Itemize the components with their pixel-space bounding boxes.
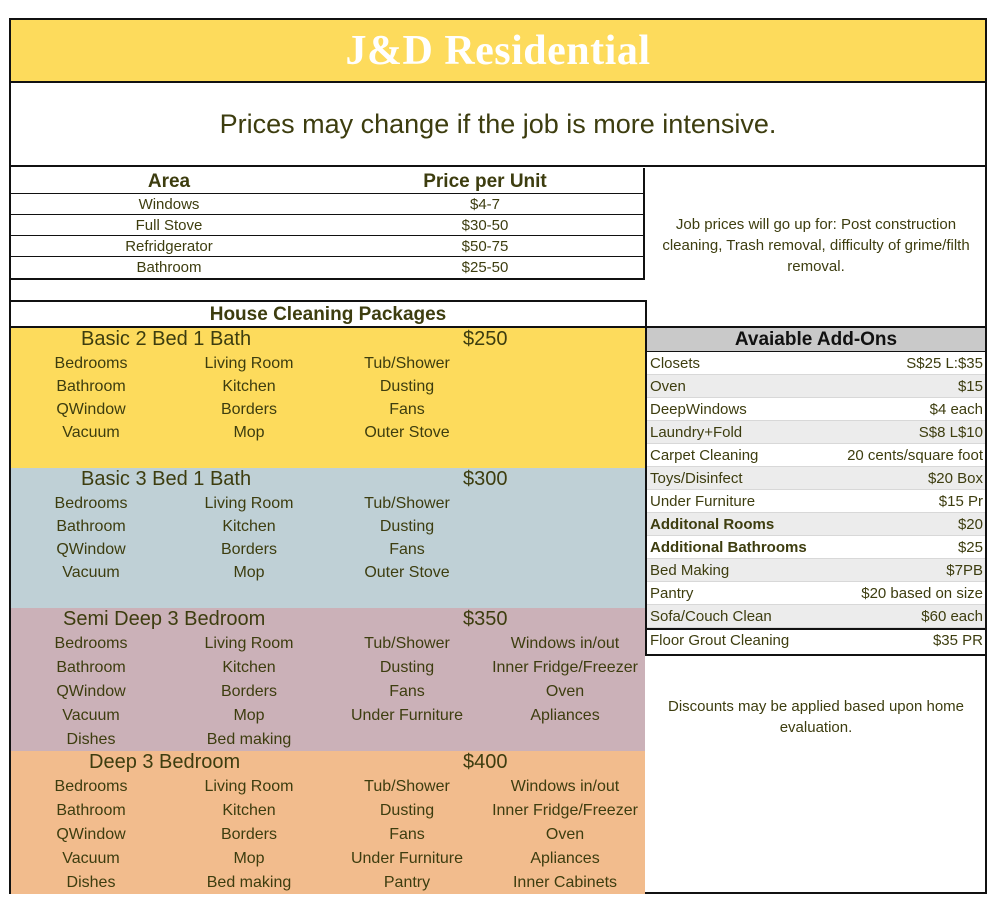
table-row [11,257,643,278]
price-cell: $50-75 [461,238,509,255]
title-band [11,20,985,83]
addon-price: $15 [957,378,983,395]
package-item: Under Furniture [350,707,464,724]
addon-price: $60 each [921,608,983,625]
package-item: QWindow [56,401,126,418]
package-item: Living Room [204,355,294,372]
addon-name: Laundry+Fold [650,424,743,441]
package-item: Inner Cabinets [512,874,618,891]
addon-name: Additional Bathrooms [650,539,807,556]
job-price-note: Job prices will go up for: Post construction cleaning, Trash removal, difficulty of grime/filth removal. [662,216,970,275]
addon-price: $35 PR [932,632,983,649]
table-row [11,194,643,215]
package-item: Vacuum [62,707,120,724]
addon-price: $15 Pr [938,493,983,510]
package-item: Dishes [66,731,116,748]
package-item: Borders [220,683,278,700]
package-basic-3-bed [11,468,645,608]
package-item: Mop [233,424,265,441]
package-item: Inner Fridge/Freezer [492,802,638,819]
package-item: Kitchen [222,802,276,819]
package-item: Kitchen [222,518,276,535]
package-item: Mop [233,850,265,867]
package-item: Vacuum [62,564,120,581]
package-item: Vacuum [62,424,120,441]
package-title: Basic 2 Bed 1 Bath [81,328,252,350]
package-semi-deep [11,608,645,751]
area-price-table [11,168,645,280]
package-item: Bathroom [56,802,126,819]
package-item: Borders [220,826,278,843]
package-item: Bed making [206,874,292,891]
package-item: Dishes [66,874,116,891]
addon-name: Under Furniture [650,493,756,510]
package-item: Bathroom [56,378,126,395]
addon-name: Floor Grout Cleaning [650,632,790,649]
addons-table [645,326,985,656]
addon-row [647,559,985,582]
package-item: Pantry [383,874,431,891]
package-item: Kitchen [222,378,276,395]
package-item: Bathroom [56,518,126,535]
addons-header: Avaiable Add-Ons [647,328,985,352]
addon-row [647,628,985,650]
package-item: Outer Stove [364,424,450,441]
area-cell: Refridgerator [125,238,213,255]
addon-price: $20 [957,516,983,533]
package-item: Oven [545,826,585,843]
package-item: Kitchen [222,659,276,676]
addon-name: DeepWindows [650,401,747,418]
package-item: Inner Fridge/Freezer [492,659,638,676]
addon-name: Sofa/Couch Clean [650,608,772,625]
price-cell: $4-7 [469,196,501,213]
package-basic-2-bed [11,328,645,468]
company-title: J&D Residential [345,27,651,74]
package-item: QWindow [56,826,126,843]
price-header: Price per Unit [423,171,547,192]
package-item: Bedrooms [54,635,128,652]
area-cell: Windows [138,196,200,213]
package-title: Basic 3 Bed 1 Bath [81,468,252,490]
package-item: QWindow [56,541,126,558]
addon-price: S$25 L:$35 [906,355,983,372]
table-row [11,215,643,236]
package-item: Windows in/out [510,635,620,652]
package-item: Dusting [379,802,435,819]
package-item: Tub/Shower [364,778,450,795]
addon-row [647,605,985,628]
package-item: Vacuum [62,850,120,867]
addon-price: $20 Box [927,470,983,487]
package-price: $400 [463,751,508,773]
package-item: Outer Stove [364,564,450,581]
addon-name: Pantry [650,585,694,602]
price-cell: $30-50 [461,217,509,234]
package-item: Dusting [379,659,435,676]
package-item: Under Furniture [350,850,464,867]
package-item: Borders [220,541,278,558]
addon-row [647,536,985,559]
addon-row [647,398,985,421]
package-item: Bed making [206,731,292,748]
price-notice: Prices may change if the job is more intensive. [11,83,985,167]
price-sheet [9,18,987,894]
package-item: Mop [233,564,265,581]
package-item: Fans [389,541,425,558]
package-price: $350 [463,608,508,630]
package-item: Apliances [530,707,600,724]
addon-row [647,444,985,467]
addon-price: $4 each [929,401,983,418]
area-cell: Full Stove [135,217,203,234]
package-item: Dusting [379,518,435,535]
package-item: Bedrooms [54,778,128,795]
package-item: Bedrooms [54,495,128,512]
package-item: QWindow [56,683,126,700]
addon-name: Additonal Rooms [650,516,775,533]
addons-list [647,352,985,628]
addon-name: Toys/Disinfect [650,470,743,487]
package-price: $250 [463,328,508,350]
addon-row [647,375,985,398]
addon-price: $25 [957,539,983,556]
addon-price: $20 based on size [861,585,983,602]
price-cell: $25-50 [461,259,509,276]
addon-name: Closets [650,355,701,372]
addon-price: $7PB [946,562,983,579]
addon-price: 20 cents/square foot [847,447,983,464]
addon-row [647,421,985,444]
package-item: Tub/Shower [364,355,450,372]
addon-price: S$8 L$10 [918,424,983,441]
area-cell: Bathroom [136,259,202,276]
package-item: Tub/Shower [364,635,450,652]
package-item: Tub/Shower [364,495,450,512]
packages-header: House Cleaning Packages [11,300,647,328]
area-header: Area [147,171,191,192]
package-item: Windows in/out [510,778,620,795]
package-title: Deep 3 Bedroom [89,751,241,773]
addon-name: Carpet Cleaning [650,447,759,464]
discount-note: Discounts may be applied based upon home evaluation. [667,698,965,736]
addon-row [647,467,985,490]
package-deep [11,751,645,894]
addon-row [647,352,985,375]
package-item: Bathroom [56,659,126,676]
package-item: Bedrooms [54,355,128,372]
package-item: Oven [545,683,585,700]
addon-row [647,490,985,513]
area-table-header [11,168,643,194]
package-item: Dusting [379,378,435,395]
package-item: Fans [389,401,425,418]
package-item: Borders [220,401,278,418]
addon-name: Oven [650,378,686,395]
package-item: Fans [389,826,425,843]
package-item: Apliances [530,850,600,867]
package-item: Living Room [204,495,294,512]
table-row [11,236,643,257]
addon-name: Bed Making [650,562,730,579]
package-item: Living Room [204,635,294,652]
package-item: Living Room [204,778,294,795]
package-price: $300 [463,468,508,490]
package-title: Semi Deep 3 Bedroom [63,608,266,630]
addon-row [647,582,985,605]
package-item: Mop [233,707,265,724]
addon-row [647,513,985,536]
package-item: Fans [389,683,425,700]
